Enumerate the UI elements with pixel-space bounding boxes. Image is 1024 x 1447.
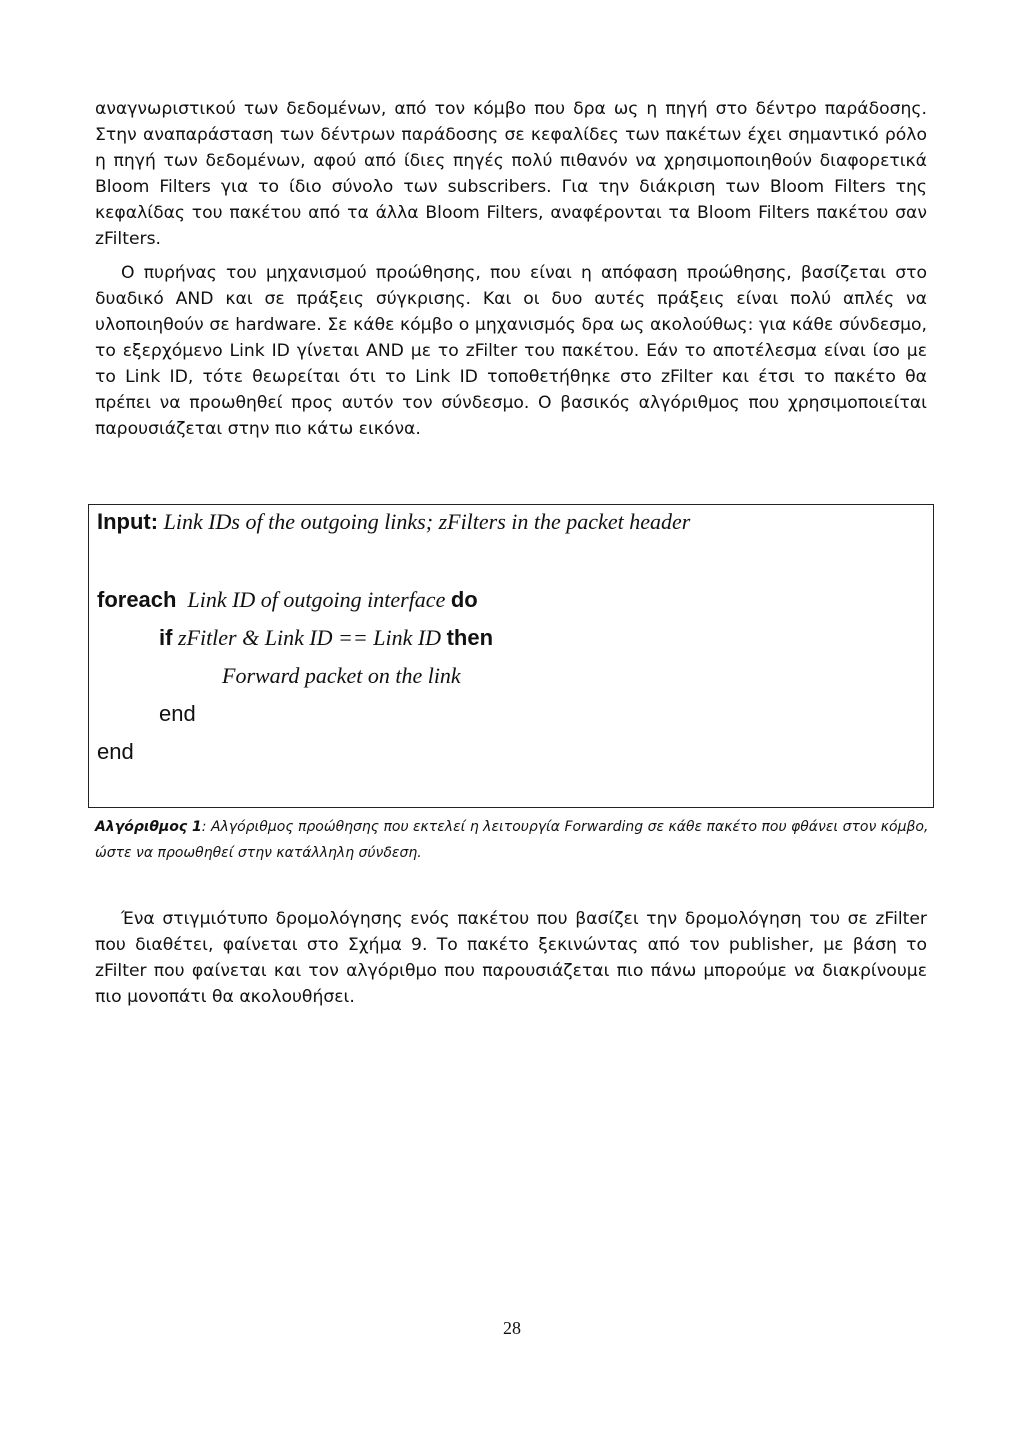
algorithm-end-outer-line [97, 739, 134, 765]
algorithm-action-line [222, 663, 461, 689]
body-text-top [95, 96, 927, 442]
algorithm-caption [95, 814, 935, 866]
end-outer-keyword: end [97, 739, 134, 764]
caption-label: Αλγόριθμος 1 [95, 819, 202, 835]
foreach-text: Link ID of outgoing interface [187, 587, 446, 612]
algorithm-end-inner-line [159, 701, 196, 727]
paragraph-1: αναγνωριστικού των δεδομένων, από τον κόμβο που δρα ως η πηγή στο δέντρο παράδοσης. Στην αναπαράσταση των δέντρων παράδοσης σε κεφαλίδες των πακέτων έχει σημαντικό ρόλο η πηγή των δεδομένων, αφού από ίδιες πηγές πολύ πιθανόν να χρησιμοποιηθούν διαφορετικά Bloom Filters για το ίδιο σύνολο των subscribers. Για την διάκριση των Bloom Filters της κεφαλίδας του πακέτου από τα άλλα Bloom Filters, αναφέρονται τα Bloom Filters πακέτου σαν zFilters. [95, 99, 927, 249]
if-text: zFitler & Link ID == Link ID [177, 625, 442, 650]
action-text: Forward packet on the link [222, 663, 461, 688]
paragraph-2: Ο πυρήνας του μηχανισμού προώθησης, που είναι η απόφαση προώθησης, βασίζεται στο δυαδικό AND και σε πράξεις σύγκρισης. Και οι δυο αυτές πράξεις είναι πολύ απλές να υλοποιηθούν σε hardware. Σε κάθε κόμβο ο μηχανισμός δρα ως ακολούθως: για κάθε σύνδεσμο, το εξερχόμενο Link ID γίνεται AND με το zFilter του πακέτου. Εάν το αποτέλεσμα είναι ίσο με το Link ID, τότε θεωρείται ότι το Link ID τοποθετήθηκε στο zFilter και έτσι το πακέτο θα πρέπει να προωθηθεί προς αυτόν τον σύνδεσμο. Ο βασικός αλγόριθμος που χρησιμοποιείται παρουσιάζεται στην πιο κάτω εικόνα. [95, 263, 927, 439]
input-keyword: Input: [97, 509, 159, 534]
algorithm-box [88, 504, 934, 808]
then-keyword: then [446, 625, 494, 650]
algorithm-foreach-line [97, 587, 478, 613]
if-keyword: if [159, 625, 173, 650]
end-inner-keyword: end [159, 701, 196, 726]
algorithm-input-line [97, 509, 690, 535]
input-text: Link IDs of the outgoing links; zFilters in the packet header [163, 509, 691, 534]
caption-text: : Αλγόριθμος προώθησης που εκτελεί η λειτουργία Forwarding σε κάθε πακέτο που φθάνει στον κόμβο, ώστε να προωθηθεί στην κατάλληλη σύνδεση. [95, 819, 929, 861]
do-keyword: do [450, 587, 478, 612]
paragraph-3: Ένα στιγμιότυπο δρομολόγησης ενός πακέτου που βασίζει την δρομολόγηση του σε zFilter που διαθέτει, φαίνεται στο Σχήμα 9. Το πακέτο ξεκινώντας από τον publisher, με βάση το zFilter που φαίνεται και τον αλγόριθμο που παρουσιάζεται πιο πάνω μπορούμε να διακρίνουμε πιο μονοπάτι θα ακολουθήσει. [95, 909, 927, 1007]
page-number: 28 [503, 1318, 521, 1338]
foreach-keyword: foreach [97, 587, 177, 612]
algorithm-if-line [159, 625, 493, 651]
body-text-bottom [95, 906, 927, 1010]
